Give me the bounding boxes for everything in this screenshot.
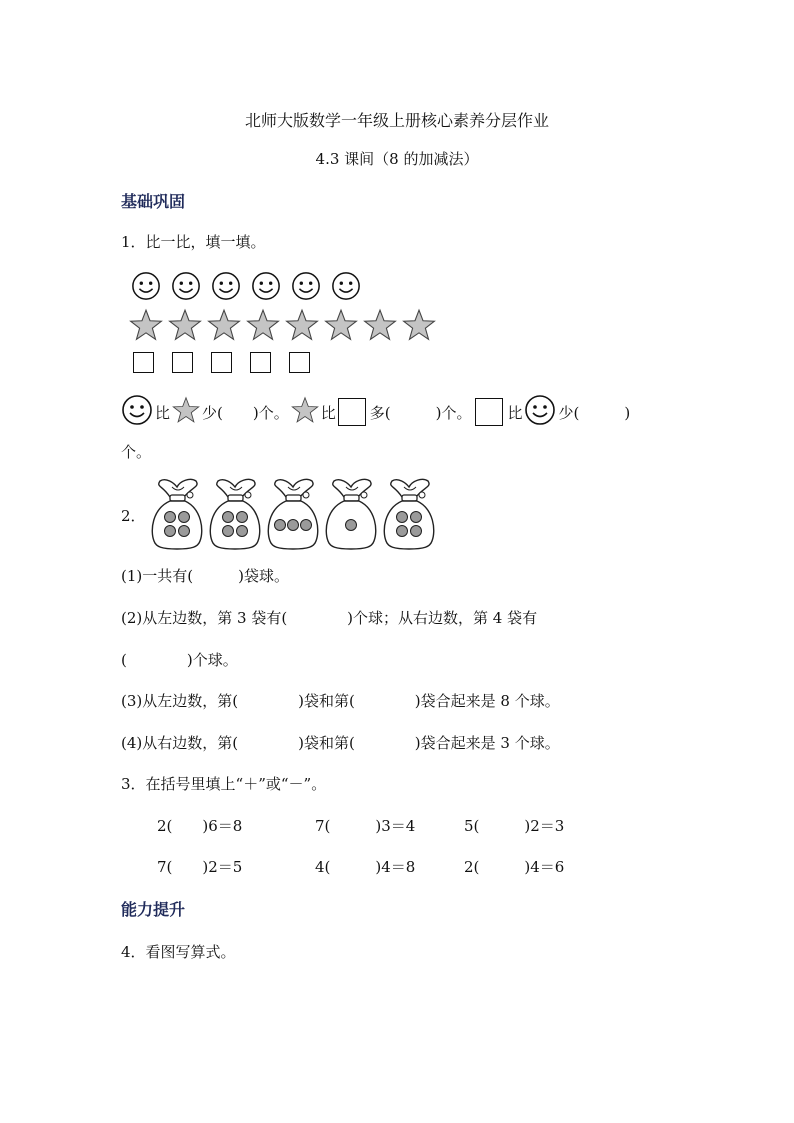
compare-word: 比 <box>507 403 523 422</box>
question-1-sentence-end: 个。 <box>121 443 152 461</box>
question-1-sentence <box>121 394 630 430</box>
ball-bag-icon <box>264 475 322 555</box>
question-2-line-2[interactable]: (2)从左边数，第 3 袋有( )个球；从右边数，第 4 袋有 <box>121 609 538 627</box>
smiley-icon <box>121 394 153 430</box>
star-icon <box>402 308 436 346</box>
star-icon <box>246 308 280 346</box>
question-1-prompt: 1．比一比，填一填。 <box>121 233 266 251</box>
ball-bag-icon <box>322 475 380 555</box>
section-advanced-heading: 能力提升 <box>121 900 186 919</box>
ball-bag-icon <box>206 475 264 555</box>
question-2-line-4[interactable]: (3)从左边数，第( )袋和第( )袋合起来是 8 个球。 <box>121 692 560 710</box>
question-4-prompt: 4．看图写算式。 <box>121 943 236 961</box>
smiley-icon <box>331 271 361 305</box>
ball-bags-row <box>148 475 438 555</box>
smiley-icon <box>211 271 241 305</box>
answer-blank-2[interactable]: 多( )个。 <box>369 403 472 422</box>
smiley-icon <box>291 271 321 305</box>
square-icon <box>475 398 503 426</box>
question-2-number: 2． <box>121 507 146 525</box>
answer-blank-1[interactable]: 少( )个。 <box>202 403 289 422</box>
square-icon <box>338 398 366 426</box>
square-icon <box>133 352 154 373</box>
star-icon <box>207 308 241 346</box>
smiley-icon <box>131 271 161 305</box>
question-2-line-1[interactable]: (1)一共有( )袋球。 <box>121 567 289 585</box>
compare-word: 比 <box>155 403 171 422</box>
section-basic-heading: 基础巩固 <box>121 192 186 211</box>
square-row <box>133 352 310 373</box>
answer-blank-3[interactable]: 少( ) <box>558 403 631 422</box>
ball-bag-icon <box>380 475 438 555</box>
page-subtitle: 4.3 课间（8 的加减法） <box>315 150 479 168</box>
equation[interactable]: 5( )2＝3 <box>464 817 565 835</box>
equation[interactable]: 4( )4＝8 <box>315 858 416 876</box>
smiley-icon <box>251 271 281 305</box>
star-icon <box>324 308 358 346</box>
star-icon <box>363 308 397 346</box>
smiley-row <box>131 271 361 305</box>
square-icon <box>172 352 193 373</box>
page-title: 北师大版数学一年级上册核心素养分层作业 <box>244 111 549 130</box>
star-icon <box>285 308 319 346</box>
star-icon <box>291 396 319 428</box>
ball-bag-icon <box>148 475 206 555</box>
square-icon <box>250 352 271 373</box>
smiley-icon <box>171 271 201 305</box>
star-icon <box>172 396 200 428</box>
star-icon <box>129 308 163 346</box>
compare-word: 比 <box>320 403 336 422</box>
square-icon <box>289 352 310 373</box>
star-icon <box>168 308 202 346</box>
equation[interactable]: 2( )6＝8 <box>157 817 243 835</box>
question-2-line-3[interactable]: ( )个球。 <box>121 651 238 669</box>
equation[interactable]: 7( )2＝5 <box>157 858 243 876</box>
square-icon <box>211 352 232 373</box>
question-2-line-5[interactable]: (4)从右边数，第( )袋和第( )袋合起来是 3 个球。 <box>121 734 560 752</box>
question-3-prompt: 3．在括号里填上“＋”或“－”。 <box>121 775 327 793</box>
equation[interactable]: 7( )3＝4 <box>315 817 416 835</box>
equation[interactable]: 2( )4＝6 <box>464 858 565 876</box>
smiley-icon <box>524 394 556 430</box>
star-row <box>129 308 436 346</box>
